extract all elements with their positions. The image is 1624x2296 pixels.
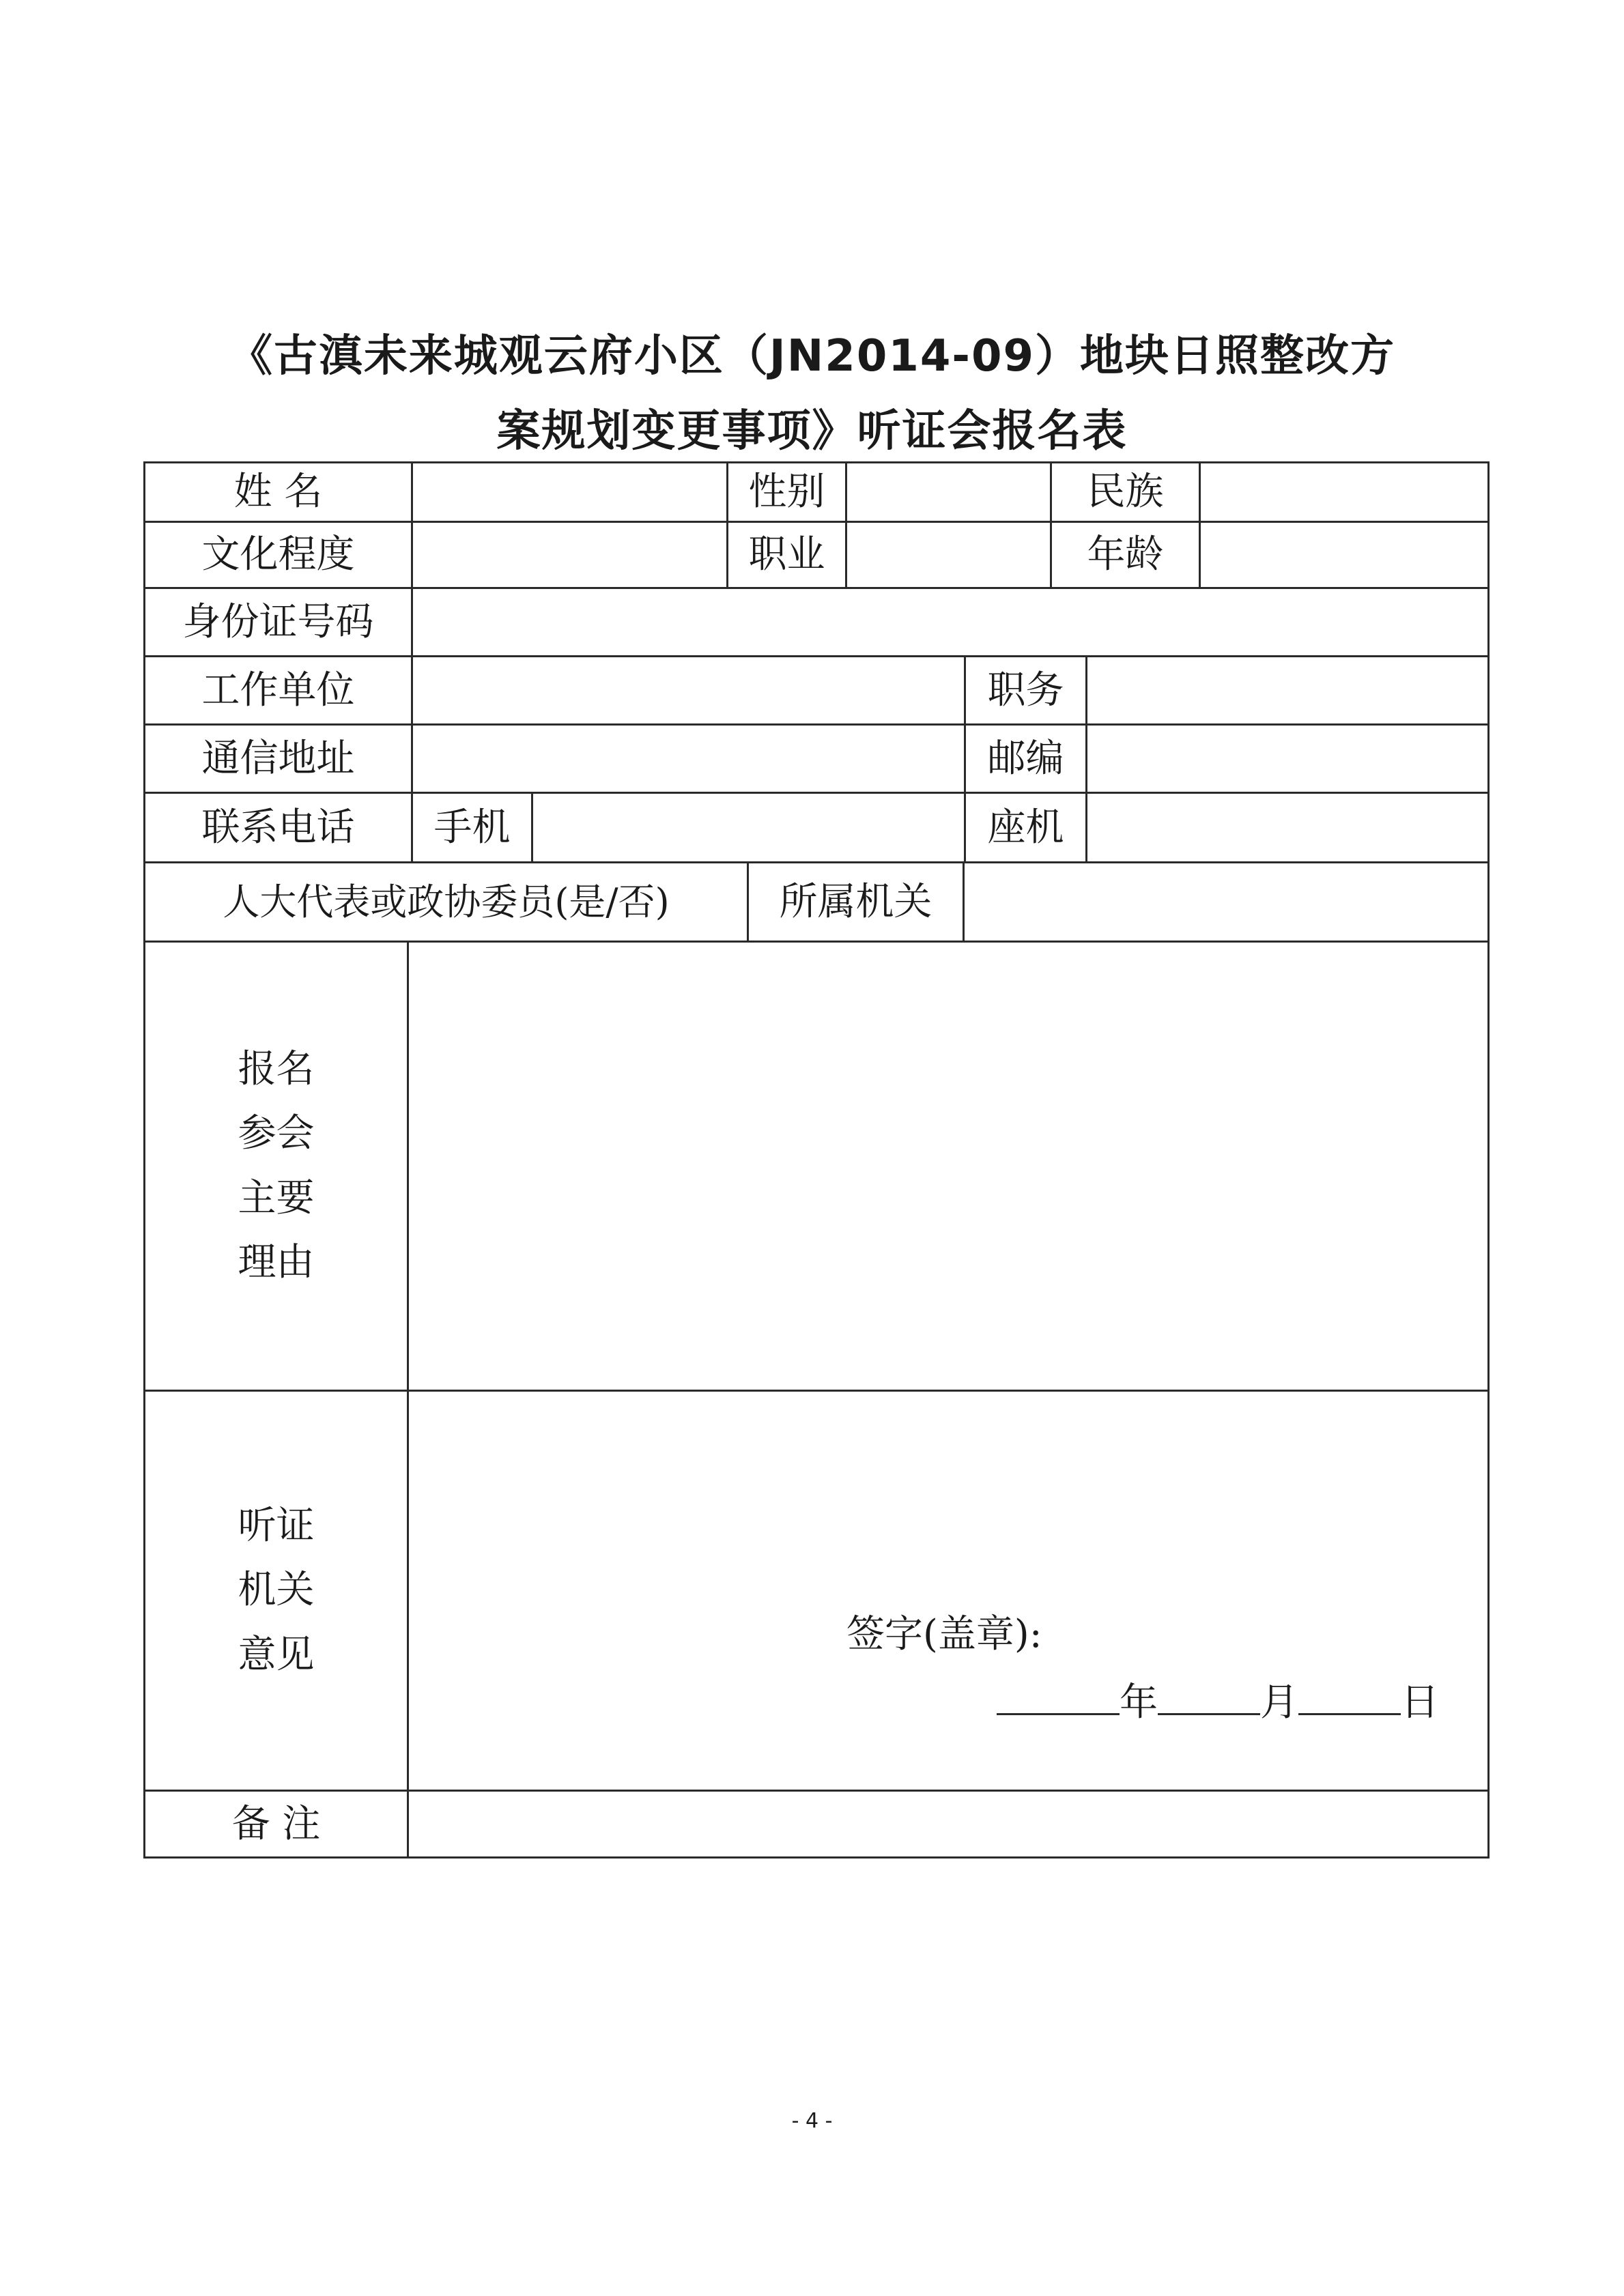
- gender-label: 性别: [748, 470, 825, 514]
- occupation-label: 职业: [748, 532, 825, 577]
- reason-label-line: 参会: [238, 1111, 315, 1156]
- agency-label: 所属机关: [779, 879, 932, 924]
- remarks-label: 备 注: [231, 1801, 321, 1846]
- age-label: 年龄: [1087, 532, 1164, 577]
- day-blank[interactable]: [1298, 1680, 1401, 1715]
- day-label: 日: [1401, 1680, 1439, 1725]
- date-line: [997, 1672, 1439, 1727]
- month-label: 月: [1260, 1680, 1298, 1725]
- opinion-label: [145, 1392, 407, 1790]
- ethnicity-label: 民族: [1087, 470, 1164, 514]
- id-number-label: 身份证号码: [182, 599, 374, 644]
- reason-label: [145, 943, 407, 1390]
- employer-label: 工作单位: [201, 668, 355, 713]
- form-title-line-1: 《古滇未来城观云府小区（JN2014-09）地块日照整改方: [228, 331, 1396, 382]
- form-title-line-2: 案规划变更事项》听证会报名表: [496, 406, 1128, 457]
- reason-label-line: 理由: [238, 1239, 315, 1285]
- name-label: 姓 名: [233, 470, 323, 514]
- column-line: [1085, 655, 1087, 861]
- postcode-label: 邮编: [987, 736, 1064, 781]
- education-label: 文化程度: [201, 532, 355, 577]
- opinion-label-line: 听证: [238, 1504, 315, 1549]
- year-label: 年: [1120, 1680, 1158, 1725]
- column-line: [1199, 461, 1201, 587]
- column-line: [531, 792, 533, 861]
- page-number: - 4 -: [791, 2109, 833, 2133]
- address-label: 通信地址: [201, 736, 355, 781]
- month-blank[interactable]: [1158, 1680, 1260, 1715]
- landline-label: 座机: [987, 805, 1064, 850]
- signature-label: 签字(盖章):: [846, 1612, 1042, 1656]
- table-border-bottom: [143, 1856, 1490, 1859]
- mobile-label: 手机: [433, 805, 511, 850]
- opinion-label-line: 意见: [238, 1632, 315, 1677]
- column-line: [845, 461, 847, 587]
- column-line: [407, 941, 409, 1859]
- year-blank[interactable]: [997, 1680, 1120, 1715]
- table-border-right: [1487, 461, 1490, 1859]
- phone-label: 联系电话: [201, 805, 355, 850]
- reason-label-line: 报名: [238, 1047, 315, 1092]
- reason-label-line: 主要: [238, 1175, 315, 1220]
- position-label: 职务: [987, 668, 1064, 713]
- column-line: [963, 861, 965, 941]
- npc-member-label: 人大代表或政协委员(是/否): [223, 880, 670, 923]
- opinion-label-line: 机关: [238, 1568, 315, 1613]
